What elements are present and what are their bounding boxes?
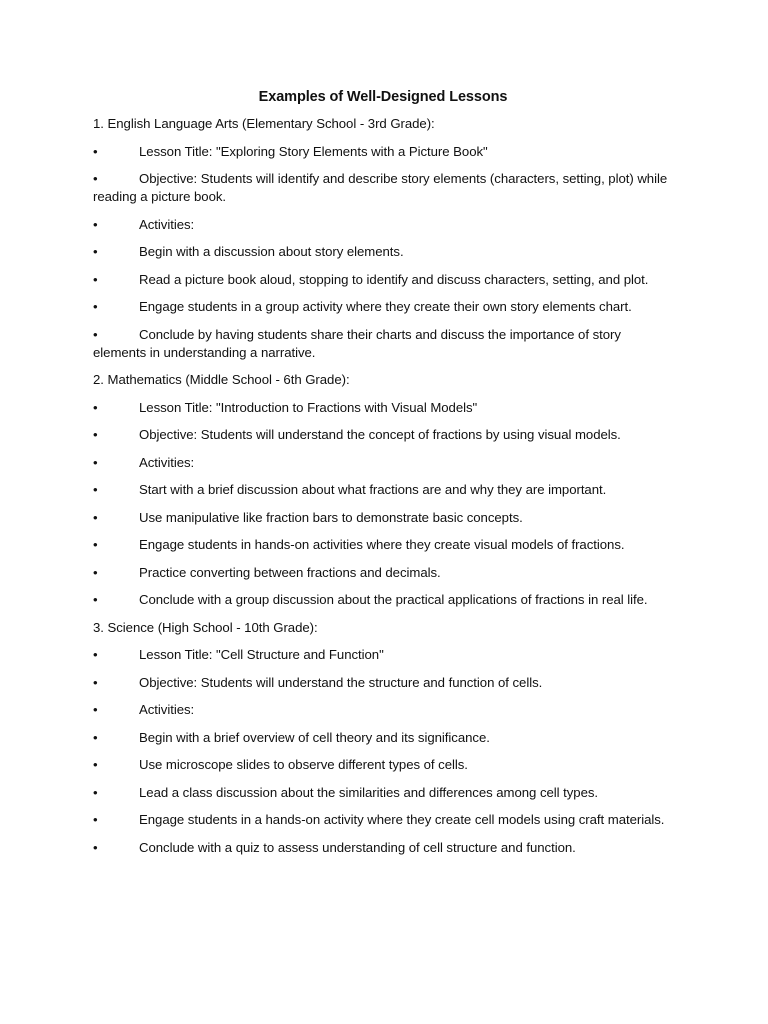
list-item	[93, 216, 673, 234]
bullet-icon: •	[93, 216, 98, 232]
list-item-text: Objective: Students will understand the structure and function of cells.	[139, 674, 543, 690]
bullet-icon: •	[93, 537, 98, 552]
list-item	[93, 536, 673, 554]
list-item-text: Conclude with a group discussion about the practical applications of fractions in real life.	[139, 592, 648, 607]
section-heading: 3. Science (High School - 10th Grade):	[93, 619, 318, 635]
bullet-icon: •	[93, 647, 98, 662]
list-item-text: Objective: Students will understand the concept of fractions by using visual models.	[139, 427, 621, 442]
bullet-icon: •	[93, 729, 98, 745]
list-item-text: Conclude by having students share their charts and discuss the importance of story elements in understanding a narrative.	[93, 326, 621, 360]
list-item-text: Engage students in hands-on activities where they create visual models of fractions.	[139, 537, 625, 552]
bullet-icon: •	[93, 812, 98, 827]
list-item	[93, 454, 673, 472]
list-item	[93, 481, 673, 499]
bullet-icon: •	[93, 171, 98, 186]
section-heading: 2. Mathematics (Middle School - 6th Grade):	[93, 372, 350, 387]
bullet-icon: •	[93, 427, 98, 442]
list-item	[93, 143, 673, 161]
list-item	[93, 271, 673, 289]
list-item	[93, 509, 673, 527]
list-item-text: Objective: Students will identify and describe story elements (characters, setting, plot) while reading a picture book.	[93, 171, 668, 204]
bullet-icon: •	[93, 399, 98, 415]
list-item-text: Lesson Title: "Introduction to Fractions with Visual Models"	[139, 399, 478, 415]
bullet-icon: •	[93, 299, 98, 314]
list-item-text: Read a picture book aloud, stopping to identify and discuss characters, setting, and plot.	[139, 271, 649, 287]
list-item	[93, 399, 673, 417]
list-item	[93, 170, 673, 206]
list-item-text: Lead a class discussion about the similarities and differences among cell types.	[139, 784, 599, 800]
list-item-text: Begin with a discussion about story elements.	[139, 244, 404, 259]
bullet-icon: •	[93, 143, 98, 159]
section-heading: 1. English Language Arts (Elementary School - 3rd Grade):	[93, 116, 435, 131]
list-item	[93, 591, 673, 609]
list-item-text: Activities:	[139, 454, 195, 470]
list-item	[93, 564, 673, 582]
list-item	[93, 298, 673, 316]
list-item-text: Engage students in a hands-on activity where they create cell models using craft materials.	[139, 812, 665, 827]
bullet-icon: •	[93, 564, 98, 580]
list-item	[93, 243, 673, 261]
list-item	[93, 811, 673, 829]
bullet-icon: •	[93, 839, 98, 855]
list-item-text: Conclude with a quiz to assess understanding of cell structure and function.	[139, 839, 576, 855]
list-item-text: Start with a brief discussion about what fractions are and why they are important.	[139, 482, 607, 497]
bullet-icon: •	[93, 326, 98, 342]
list-item-text: Activities:	[139, 216, 195, 232]
list-item	[93, 729, 673, 747]
list-item-text: Lesson Title: "Exploring Story Elements with a Picture Book"	[139, 143, 488, 159]
list-item-text: Use microscope slides to observe different types of cells.	[139, 757, 468, 772]
list-item-text: Engage students in a group activity where they create their own story elements chart.	[139, 299, 632, 314]
list-item	[93, 426, 673, 444]
list-item	[93, 701, 673, 719]
bullet-icon: •	[93, 509, 98, 525]
list-item	[93, 784, 673, 802]
bullet-icon: •	[93, 592, 98, 607]
list-item	[93, 839, 673, 857]
list-item	[93, 646, 673, 664]
document-body	[93, 88, 673, 866]
list-item-text: Activities:	[139, 702, 195, 717]
bullet-icon: •	[93, 482, 98, 497]
list-item-text: Begin with a brief overview of cell theory and its significance.	[139, 729, 490, 745]
bullet-icon: •	[93, 674, 98, 690]
bullet-icon: •	[93, 702, 98, 717]
bullet-icon: •	[93, 784, 98, 800]
list-item-text: Lesson Title: "Cell Structure and Function"	[139, 647, 384, 662]
list-item-text: Use manipulative like fraction bars to demonstrate basic concepts.	[139, 509, 523, 525]
list-item	[93, 326, 673, 362]
list-item-text: Practice converting between fractions and decimals.	[139, 564, 441, 580]
bullet-icon: •	[93, 454, 98, 470]
list-item	[93, 674, 673, 692]
document-title: Examples of Well-Designed Lessons	[258, 89, 508, 105]
list-item	[93, 756, 673, 774]
bullet-icon: •	[93, 271, 98, 287]
bullet-icon: •	[93, 757, 98, 772]
bullet-icon: •	[93, 244, 98, 259]
